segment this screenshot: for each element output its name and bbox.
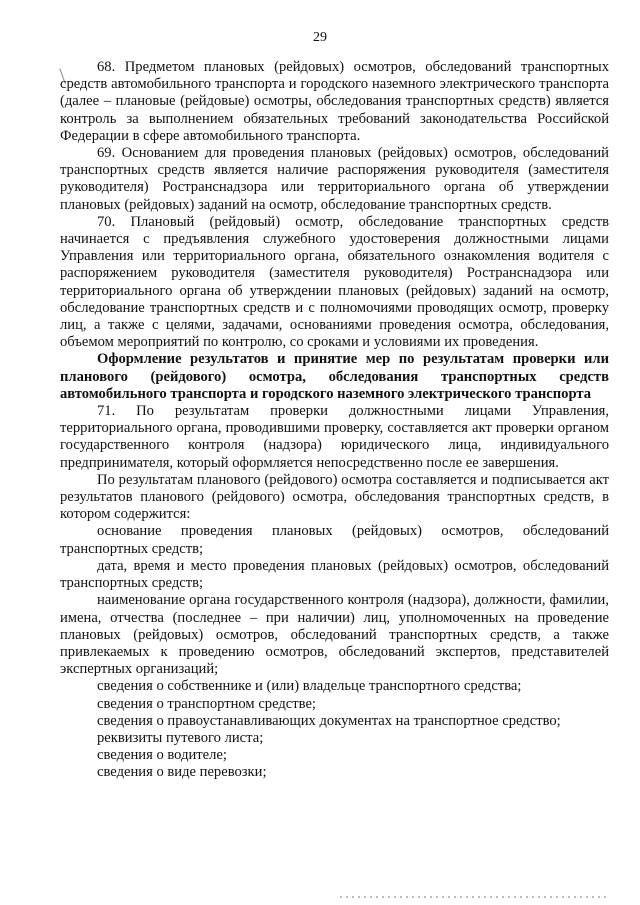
page-number: 29	[313, 30, 327, 45]
paragraph-act-intro: По результатам планового (рейдового) осмотра составляется и подписывается акт результатов планового (рейдового) осмотра, обследования транспортных средств, в котором содержится:	[60, 471, 609, 523]
scan-edge	[340, 896, 610, 898]
list-item: реквизиты путевого листа;	[97, 729, 264, 746]
list-item: основание проведения плановых (рейдовых) осмотров, обследований транспортных средств;	[60, 523, 609, 557]
list-item: сведения о транспортном средстве;	[97, 695, 316, 712]
list-item: сведения о виде перевозки;	[97, 764, 267, 781]
list-item: сведения о собственнике и (или) владельце транспортного средства;	[97, 678, 522, 695]
paragraph-68: 68. Предметом плановых (рейдовых) осмотров, обследований транспортных средств автомобильного транспорта и городского наземного электрического транспорта (далее – плановые (рейдовые) осмотры, обследования транспортных средств) является контроль за выполнением обязательных требований законодательства Российской Федерации в сфере автомобильного транспорта.	[60, 59, 609, 144]
list-item: сведения о водителе;	[97, 747, 227, 764]
paragraph-71: 71. По результатам проверки должностными лицами Управления, территориального органа, проводившими проверку, составляется акт проверки органом государственного контроля (надзора) юридического лица, индивидуального предпринимателя, который оформляется непосредственно после ее завершения.	[60, 403, 609, 471]
list-item: дата, время и место проведения плановых (рейдовых) осмотров, обследований транспортных средств;	[60, 557, 609, 592]
document-body	[60, 59, 609, 782]
list-item: наименование органа государственного контроля (надзора), должности, фамилии, имена, отчества (последнее – при наличии) лиц, уполномоченных на проведение плановых (рейдовых) осмотров, обследований транспортных средств, а также привлекаемых к проведению осмотров, обследований экспертов, представителей экспертных организаций;	[60, 592, 609, 678]
paragraph-70: 70. Плановый (рейдовый) осмотр, обследование транспортных средств начинается с предъявления служебного удостоверения должностными лицами Управления или территориального органа, обязательного ознакомления водителя с распоряжением руководителя (заместителя руководителя) Ространснадзора или территориального органа об утверждении плановых (рейдовых) заданий на осмотр, обследование транспортных средств и с полномочиями проводящих осмотр, проверку лиц, а также с целями, задачами, основаниями проведения осмотра, обследования, объемом мероприятий по контролю, со сроками и условиями их проведения.	[60, 213, 609, 351]
section-heading: Оформление результатов и принятие мер по результатам проверки или планового (рейдового) осмотра, обследования транспортных средств автомобильного транспорта и городского наземного электрического транспорта	[60, 351, 609, 402]
paragraph-69: 69. Основанием для проведения плановых (рейдовых) осмотров, обследований транспортных средств является наличие распоряжения руководителя (заместителя руководителя) Ространснадзора или территориального органа об утверждении плановых (рейдовых) заданий на осмотр, обследование транспортных средств.	[60, 145, 609, 213]
list-item: сведения о правоустанавливающих документах на транспортное средство;	[97, 712, 561, 729]
